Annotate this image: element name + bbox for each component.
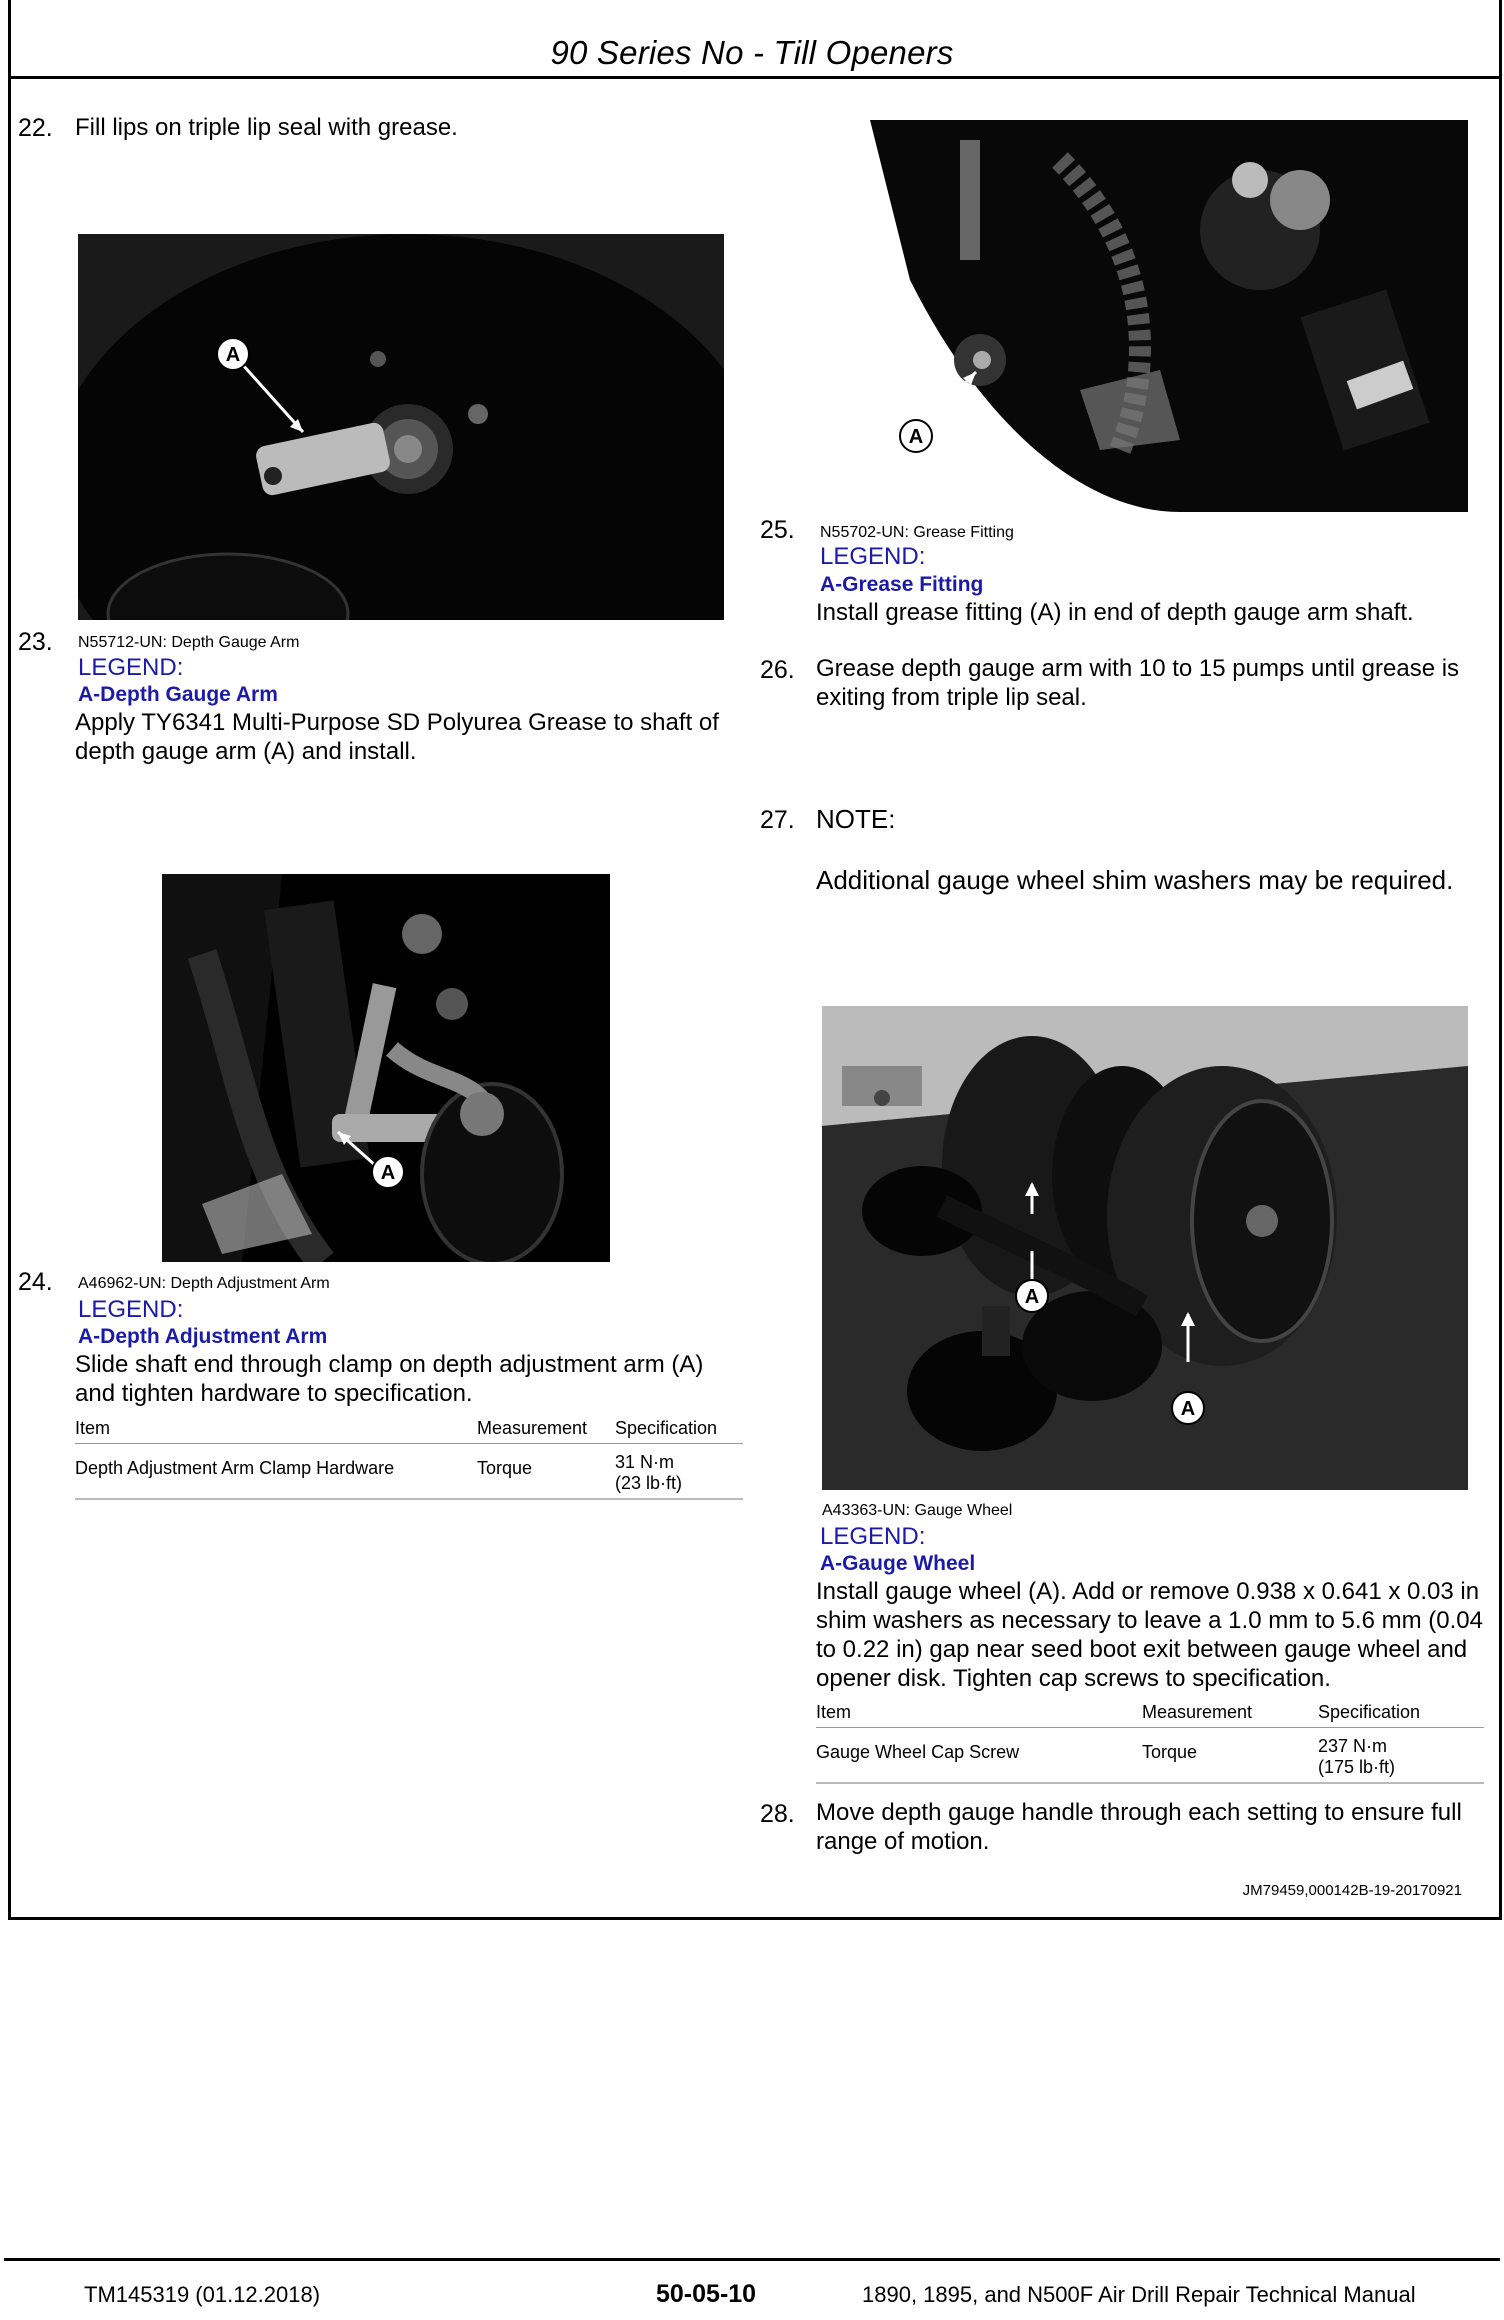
step-23-legend-item: A-Depth Gauge Arm xyxy=(78,683,278,706)
spec-value-alt: (175 lb·ft) xyxy=(1318,1757,1396,1777)
step-22-number: 22. xyxy=(18,114,53,142)
spec-header-measurement: Measurement xyxy=(477,1416,615,1444)
step-24-spec-table xyxy=(75,1416,743,1500)
spec-table-header-row xyxy=(75,1416,743,1444)
step-23-text: Apply TY6341 Multi-Purpose SD Polyurea Grease to shaft of depth gauge arm (A) and install. xyxy=(75,709,719,765)
spec-value: 31 N·m xyxy=(615,1452,675,1472)
step-24-legend: LEGEND: xyxy=(78,1296,184,1323)
step-23-figure-id: N55712-UN: Depth Gauge Arm xyxy=(78,634,300,651)
spec-value-cell xyxy=(615,1444,743,1500)
step-25-text: Install grease fitting (A) in end of depth gauge arm shaft. xyxy=(816,599,1414,626)
gauge-wheel-photo xyxy=(822,1006,1468,1490)
spec-value: 237 N·m xyxy=(1318,1736,1388,1756)
header-rule xyxy=(8,76,1502,79)
footer-manual-title: 1890, 1895, and N500F Air Drill Repair Technical Manual xyxy=(862,2282,1416,2307)
spec-header-measurement: Measurement xyxy=(1142,1700,1318,1728)
step-25-figure-id: N55702-UN: Grease Fitting xyxy=(820,524,1014,541)
spec-item: Depth Adjustment Arm Clamp Hardware xyxy=(75,1444,477,1500)
step-25-number: 25. xyxy=(760,516,795,544)
step-27-spec-table xyxy=(816,1700,1484,1784)
step-27-figure-id: A43363-UN: Gauge Wheel xyxy=(822,1502,1013,1519)
step-27-legend-item: A-Gauge Wheel xyxy=(820,1552,976,1575)
svg-text:A: A xyxy=(225,344,241,366)
step-24-legend-item: A-Depth Adjustment Arm xyxy=(78,1325,328,1348)
step-23-legend: LEGEND: xyxy=(78,654,184,681)
depth-adjustment-arm-photo xyxy=(162,874,610,1262)
footer-manual-id: TM145319 (01.12.2018) xyxy=(84,2282,321,2307)
step-26-number: 26. xyxy=(760,656,795,684)
spec-table-row xyxy=(816,1728,1484,1784)
spec-header-item: Item xyxy=(816,1700,1142,1728)
step-25-legend: LEGEND: xyxy=(820,543,926,570)
step-24-number: 24. xyxy=(18,1268,53,1296)
step-28-number: 28. xyxy=(760,1800,795,1828)
step-27-note-label: NOTE: xyxy=(816,804,896,834)
step-27-note-text: Additional gauge wheel shim washers may be required. xyxy=(816,865,1454,895)
step-28-text: Move depth gauge handle through each setting to ensure full range of motion. xyxy=(816,1799,1462,1855)
spec-header-item: Item xyxy=(75,1416,477,1444)
spec-header-specification: Specification xyxy=(1318,1700,1484,1728)
step-23-number: 23. xyxy=(18,628,53,656)
spec-table-row xyxy=(75,1444,743,1500)
step-26-text: Grease depth gauge arm with 10 to 15 pumps until grease is exiting from triple lip seal. xyxy=(816,655,1460,711)
svg-text:A: A xyxy=(1024,1286,1040,1308)
spec-measurement: Torque xyxy=(1142,1728,1318,1784)
spec-item: Gauge Wheel Cap Screw xyxy=(816,1728,1142,1784)
step-27-legend: LEGEND: xyxy=(820,1523,926,1550)
reference-code: JM79459,000142B-19-20170921 xyxy=(1242,1882,1462,1899)
spec-header-specification: Specification xyxy=(615,1416,743,1444)
footer-rule xyxy=(4,2258,1500,2261)
step-27-text: Install gauge wheel (A). Add or remove 0.938 x 0.641 x 0.03 in shim washers as necessary to leave a 1.0 mm to 5.6 mm (0.04 to 0.22 in) gap near seed boot exit between gauge wheel and opener disk. Tighten cap screws to specification. xyxy=(816,1578,1483,1692)
grease-fitting-photo xyxy=(840,120,1468,512)
step-22-text: Fill lips on triple lip seal with grease. xyxy=(75,114,458,141)
step-25-legend-item: A-Grease Fitting xyxy=(820,573,984,596)
step-24-text: Slide shaft end through clamp on depth adjustment arm (A) and tighten hardware to specification. xyxy=(75,1351,704,1407)
step-27-number: 27. xyxy=(760,806,795,834)
spec-measurement: Torque xyxy=(477,1444,615,1500)
spec-table-header-row xyxy=(816,1700,1484,1728)
section-title: 90 Series No - Till Openers xyxy=(550,34,954,71)
svg-text:A: A xyxy=(380,1162,396,1184)
spec-value-cell xyxy=(1318,1728,1484,1784)
depth-gauge-arm-photo xyxy=(78,234,724,620)
svg-text:A: A xyxy=(1180,1398,1196,1420)
svg-text:A: A xyxy=(908,426,924,448)
footer-page-number: 50-05-10 xyxy=(656,2280,757,2308)
step-24-figure-id: A46962-UN: Depth Adjustment Arm xyxy=(78,1275,330,1292)
spec-value-alt: (23 lb·ft) xyxy=(615,1473,683,1493)
